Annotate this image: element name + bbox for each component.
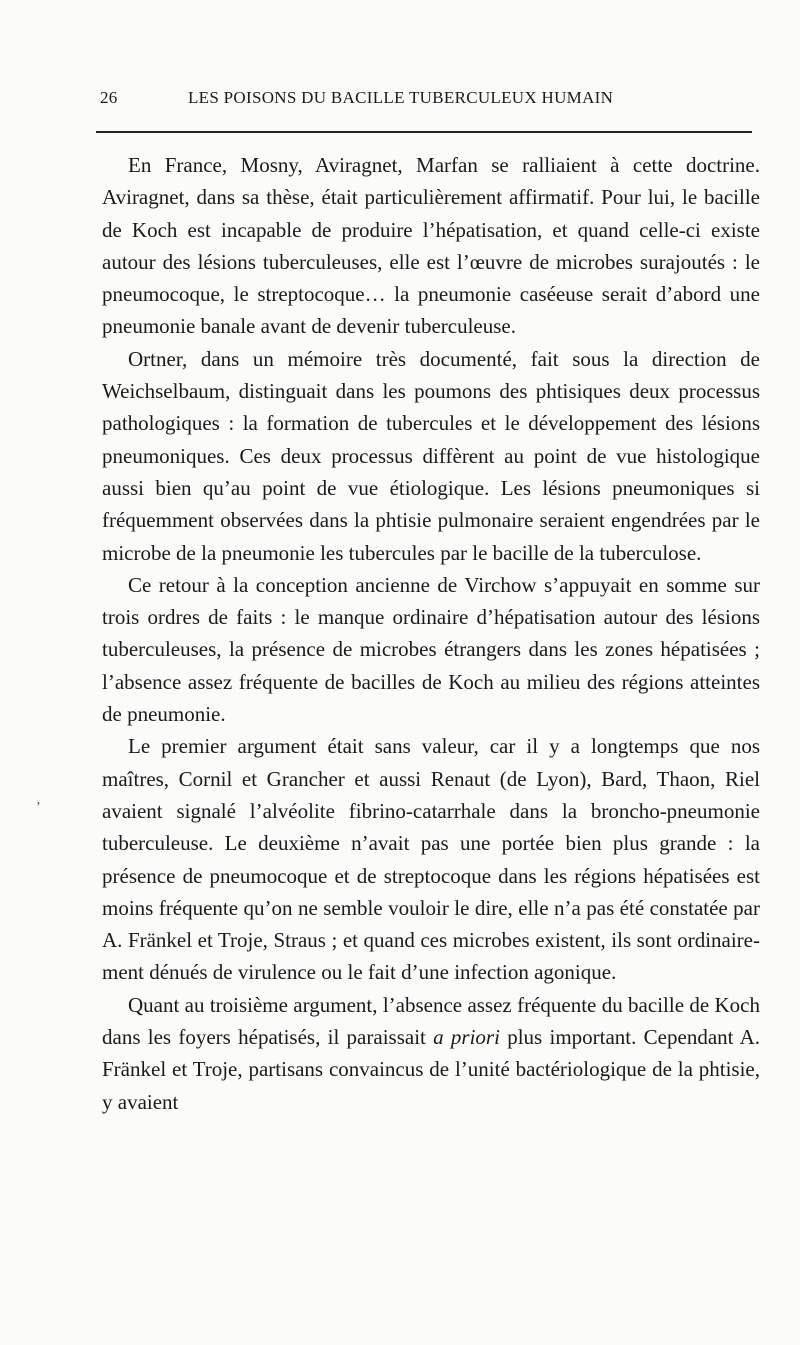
- paragraph-3: Ce retour à la conception ancienne de Virchow s’appuyait en somme sur trois ordres de faits : le manque ordinaire d’hépatisation autour des lésions tuberculeuses, la présence de microbes étrangers dans les zones hépatisées ; l’absence assez fréquente de bacilles de Koch au milieu des régions atteintes de pneumonie.: [102, 572, 760, 727]
- body-text: [102, 149, 760, 1118]
- running-title: LES POISONS DU BACILLE TUBERCULEUX HUMAIN: [188, 88, 614, 107]
- paragraph-5: [102, 989, 760, 1118]
- paragraph-5-italic: a priori: [433, 1025, 500, 1050]
- paragraph-5-text-after: plus important. Cependant A. Fränkel et Troje, partisans convaincus de l’unité bactériologique de la phtisie, y avaient: [102, 1025, 760, 1114]
- paragraph-5-text-before: Quant au troisième argument, l’absence assez fréquente du bacille de Koch dans les foyers hépatisés, il paraissait: [102, 992, 760, 1050]
- margin-mark: ’: [36, 800, 41, 815]
- paragraph-1: En France, Mosny, Aviragnet, Marfan se ralliaient à cette doctrine. Aviragnet, dans sa thèse, était particulièrement affirmatif. Pour lui, le bacille de Koch est incapable de produire l’hépatisation, et quand celle-ci existe autour des lésions tuberculeuses, elle est l’œuvre de microbes surajoutés : le pneumocoque, le streptocoque… la pneumonie caséeuse serait d’abord une pneumonie banale avant de devenir tuberculeuse.: [102, 153, 760, 339]
- running-head: [100, 88, 752, 118]
- header-rule: [96, 131, 752, 133]
- paragraph-4: Le premier argument était sans valeur, car il y a longtemps que nos maîtres, Cornil et Grancher et aussi Renaut (de Lyon), Bard, Thaon, Riel avaient signalé l’alvéolite fibrino-catarrhale dans la broncho-pneumonie tuberculeuse. Le deuxième n’avait pas une portée bien plus grande : la présence de pneumocoque et de streptocoque dans les régions hépatisées est moins fréquente qu’on ne semble vouloir le dire, elle n’a pas été constatée par A. Fränkel et Troje, Straus ; et quand ces microbes existent, ils sont ordinairement dénués de virulence ou le fait d’une infection agonique.: [102, 734, 760, 985]
- page-number: 26: [100, 88, 118, 107]
- paragraph-2: Ortner, dans un mémoire très documenté, fait sous la direction de Weichselbaum, distinguait dans les poumons des phtisiques deux processus pathologiques : la formation de tubercules et le développement des lésions pneumoniques. Ces deux processus diffèrent au point de vue histologique aussi bien qu’au point de vue étiologique. Les lésions pneumoniques si fréquemment observées dans la phtisie pulmonaire seraient engendrées par le microbe de la pneumonie les tubercules par le bacille de la tuberculose.: [102, 346, 760, 565]
